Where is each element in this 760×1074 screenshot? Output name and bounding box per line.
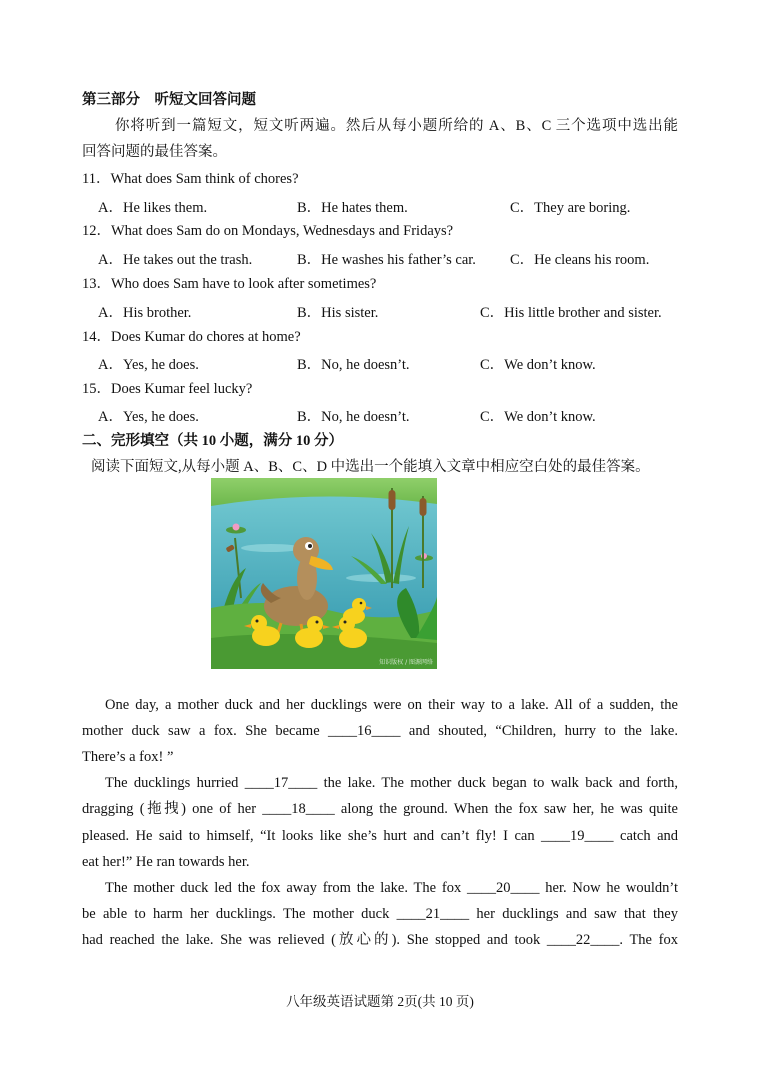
- question-11: 11．What does Sam think of chores?: [82, 171, 299, 187]
- q12-option-b: B．He washes his father’s car.: [297, 252, 476, 268]
- q12-option-a: A．He takes out the trash.: [98, 252, 253, 268]
- question-14: 14．Does Kumar do chores at home?: [82, 329, 301, 345]
- q11-option-a: A．He likes them.: [98, 200, 208, 216]
- passage-line-10: had reached the lake. She was relieved (放心的). She stopped and took ____22____. The fox: [82, 932, 678, 948]
- passage-line-8: The mother duck led the fox away from the lake. The fox ____20____ her. Now he wouldn’t: [105, 880, 678, 896]
- question-15: 15．Does Kumar feel lucky?: [82, 381, 253, 397]
- illustration-watermark: 知识版权 / 图源网络: [379, 659, 433, 666]
- q15-option-a: A．Yes, he does.: [98, 409, 199, 425]
- section3-instruction-line2: 回答问题的最佳答案。: [82, 144, 227, 160]
- q15-option-c: C．We don’t know.: [480, 409, 596, 425]
- question-12: 12．What does Sam do on Mondays, Wednesdays and Fridays?: [82, 223, 454, 239]
- cloze-title: 二、完形填空（共 10 小题，满分 10 分）: [82, 433, 343, 449]
- q13-option-c: C．His little brother and sister.: [480, 305, 662, 321]
- passage-line-6: pleased. He said to himself, “It looks like she’s hurt and can’t fly! I can ____19____ catch and: [82, 828, 678, 844]
- question-13: 13．Who does Sam have to look after sometimes?: [82, 276, 377, 292]
- duck-family-illustration: [211, 478, 437, 669]
- q11-option-c: C．They are boring.: [510, 200, 631, 216]
- q13-option-a: A．His brother.: [98, 305, 192, 321]
- passage-line-1: One day, a mother duck and her ducklings were on their way to a lake. All of a sudden, the: [105, 697, 678, 713]
- q12-option-c: C．He cleans his room.: [510, 252, 650, 268]
- section3-title: 第三部分 听短文回答问题: [82, 92, 256, 108]
- passage-line-2: mother duck saw a fox. She became ____16____ and shouted, “Children, hurry to the lake.: [82, 723, 678, 739]
- passage-line-9: be able to harm her ducklings. The mother duck ____21____ her ducklings and saw that they: [82, 906, 678, 922]
- q11-option-b: B．He hates them.: [297, 200, 408, 216]
- section3-instruction-line1: 你将听到一篇短文，短文听两遍。然后从每小题所给的 A、B、C 三个选项中选出能: [115, 118, 678, 134]
- passage-line-4: The ducklings hurried ____17____ the lake. The mother duck began to walk back and forth,: [105, 775, 678, 791]
- q13-option-b: B．His sister.: [297, 305, 379, 321]
- q14-option-a: A．Yes, he does.: [98, 357, 199, 373]
- q15-option-b: B．No, he doesn’t.: [297, 409, 410, 425]
- q14-option-b: B．No, he doesn’t.: [297, 357, 410, 373]
- passage-line-7: eat her!” He ran towards her.: [82, 854, 250, 870]
- passage-line-3: There’s a fox! ”: [82, 749, 174, 765]
- cloze-instruction: 阅读下面短文,从每小题 A、B、C、D 中选出一个能填入文章中相应空白处的最佳答案。: [91, 459, 650, 475]
- q14-option-c: C．We don’t know.: [480, 357, 596, 373]
- page-footer: 八年级英语试题第 2页(共 10 页): [286, 994, 474, 1009]
- passage-line-5: dragging (拖拽) one of her ____18____ along the ground. When the fox saw her, he was quite: [82, 801, 678, 817]
